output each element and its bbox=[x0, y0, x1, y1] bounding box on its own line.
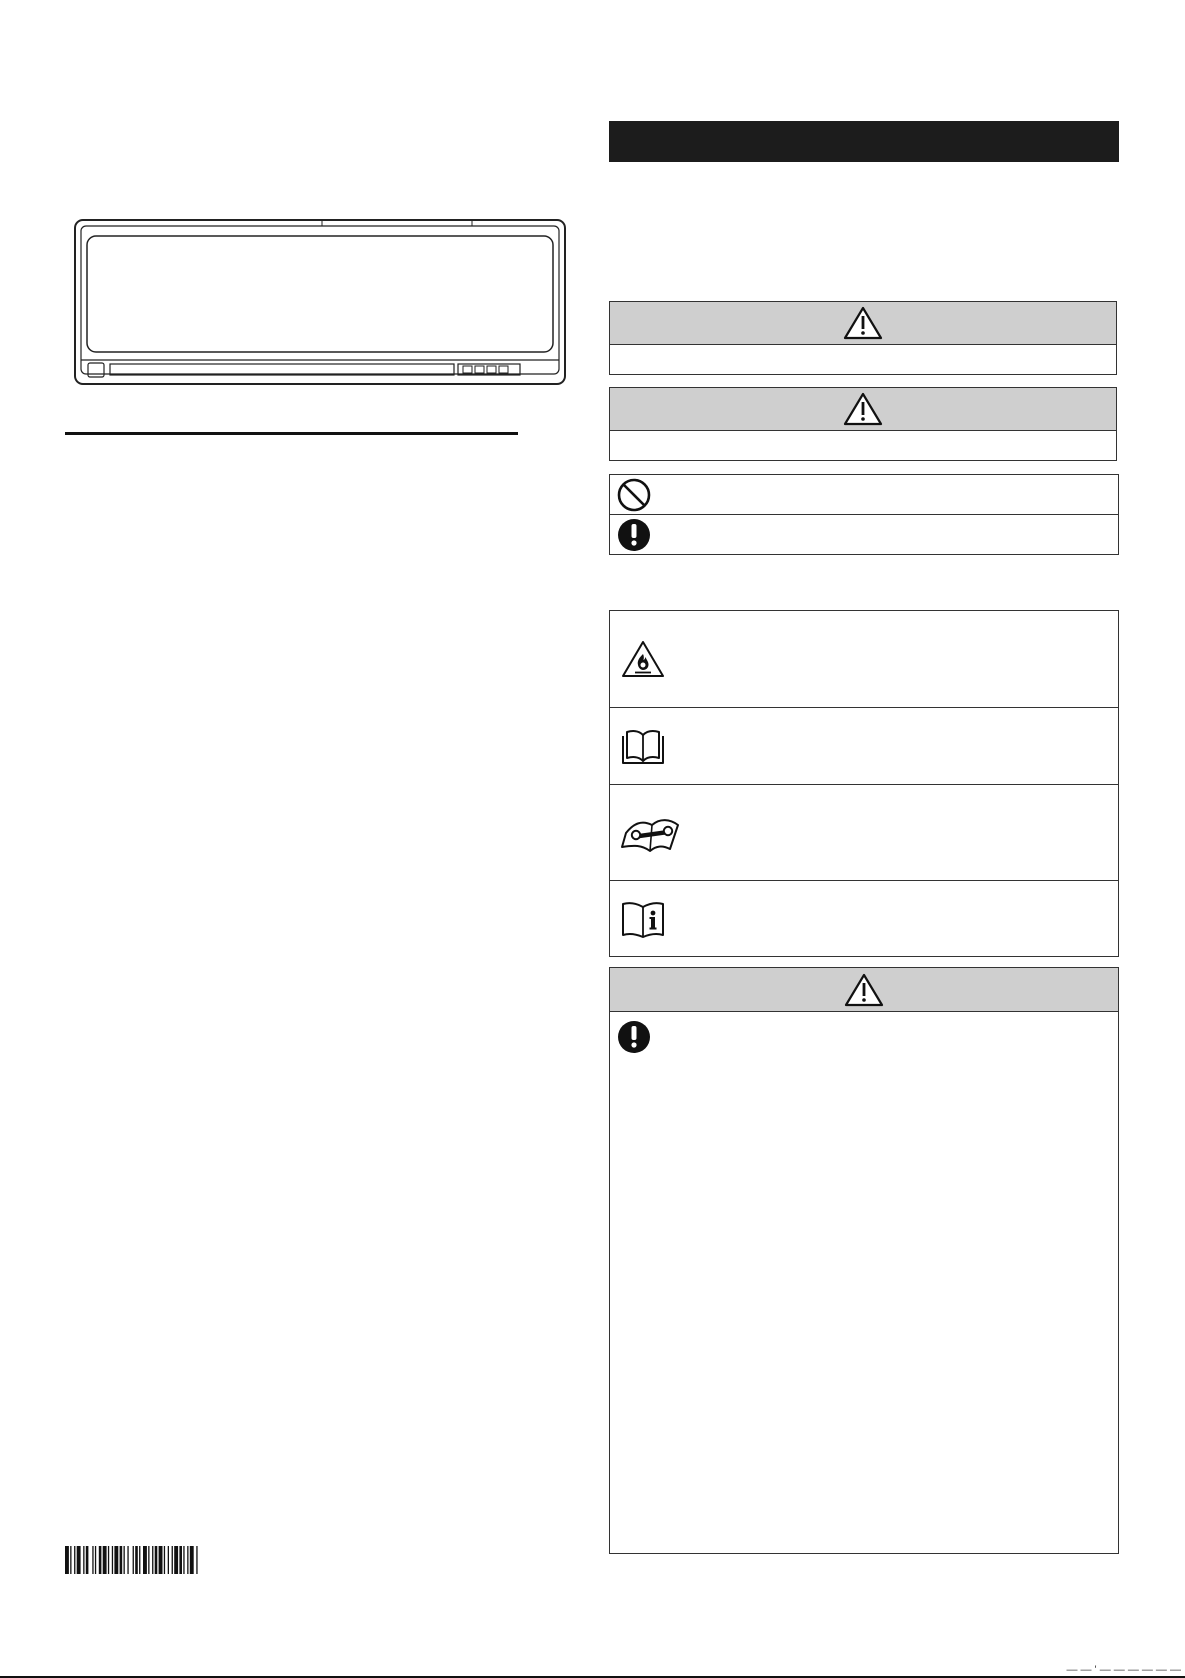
prohibited-icon bbox=[616, 477, 652, 513]
service-manual-row bbox=[610, 784, 1118, 880]
read-manual-row bbox=[610, 707, 1118, 784]
warning-text bbox=[610, 431, 1116, 460]
barcode-bar bbox=[133, 1546, 134, 1574]
warning-panel bbox=[609, 967, 1119, 1554]
barcode-bar bbox=[103, 1546, 107, 1574]
mandatory-row bbox=[610, 514, 1118, 554]
barcode-bar bbox=[112, 1546, 113, 1574]
warning-panel-header bbox=[610, 968, 1118, 1012]
barcode-bar bbox=[135, 1546, 138, 1574]
warning-triangle-icon bbox=[844, 973, 884, 1007]
barcode-bar bbox=[120, 1546, 123, 1574]
barcode-bar bbox=[86, 1546, 89, 1574]
barcode-bar bbox=[77, 1546, 81, 1574]
barcode-bar bbox=[108, 1546, 109, 1574]
barcode-bar bbox=[65, 1546, 69, 1574]
mandatory-icon bbox=[616, 517, 652, 553]
symbol-legend-box bbox=[609, 474, 1119, 555]
danger-signal-header bbox=[610, 302, 1116, 345]
barcode bbox=[65, 1546, 237, 1574]
danger-text bbox=[610, 345, 1116, 374]
barcode-bar bbox=[183, 1546, 184, 1574]
barcode-bar bbox=[99, 1546, 102, 1574]
barcode-bar bbox=[70, 1546, 71, 1574]
warning-triangle-icon bbox=[843, 392, 883, 426]
info-manual-row bbox=[610, 880, 1118, 956]
mandatory-icon bbox=[616, 1019, 652, 1055]
page-edge-marks: — — ' — — — — — — bbox=[1066, 1664, 1181, 1676]
warning-signal-box bbox=[609, 387, 1117, 461]
barcode-bar bbox=[92, 1546, 93, 1574]
barcode-bar bbox=[124, 1546, 125, 1574]
indoor-unit-illustration bbox=[72, 216, 568, 388]
section-rule bbox=[65, 432, 518, 435]
barcode-bar bbox=[127, 1546, 128, 1574]
service-manual-icon bbox=[620, 811, 684, 855]
barcode-bar bbox=[148, 1546, 149, 1574]
barcode-bar bbox=[168, 1546, 169, 1574]
info-manual-icon bbox=[620, 899, 666, 939]
barcode-bar bbox=[190, 1546, 194, 1574]
section-header-bar bbox=[609, 121, 1119, 162]
barcode-bar bbox=[164, 1546, 165, 1574]
barcode-bar bbox=[95, 1546, 96, 1574]
barcode-bar bbox=[83, 1546, 84, 1574]
barcode-bar bbox=[74, 1546, 75, 1574]
prohibited-row bbox=[610, 475, 1118, 514]
barcode-bar bbox=[143, 1546, 147, 1574]
read-manual-icon bbox=[620, 726, 666, 766]
barcode-bar bbox=[196, 1546, 197, 1574]
symbol-description-table bbox=[609, 610, 1119, 957]
barcode-bar bbox=[139, 1546, 140, 1574]
barcode-bar bbox=[174, 1546, 178, 1574]
danger-signal-box bbox=[609, 301, 1117, 375]
barcode-bar bbox=[159, 1546, 163, 1574]
flammable-icon bbox=[620, 639, 666, 679]
barcode-bar bbox=[179, 1546, 182, 1574]
barcode-bar bbox=[155, 1546, 158, 1574]
barcode-bar bbox=[187, 1546, 188, 1574]
barcode-bar bbox=[114, 1546, 118, 1574]
warning-triangle-icon bbox=[843, 306, 883, 340]
warning-signal-header bbox=[610, 388, 1116, 431]
barcode-bar bbox=[152, 1546, 153, 1574]
barcode-bar bbox=[172, 1546, 173, 1574]
flammable-row bbox=[610, 611, 1118, 707]
